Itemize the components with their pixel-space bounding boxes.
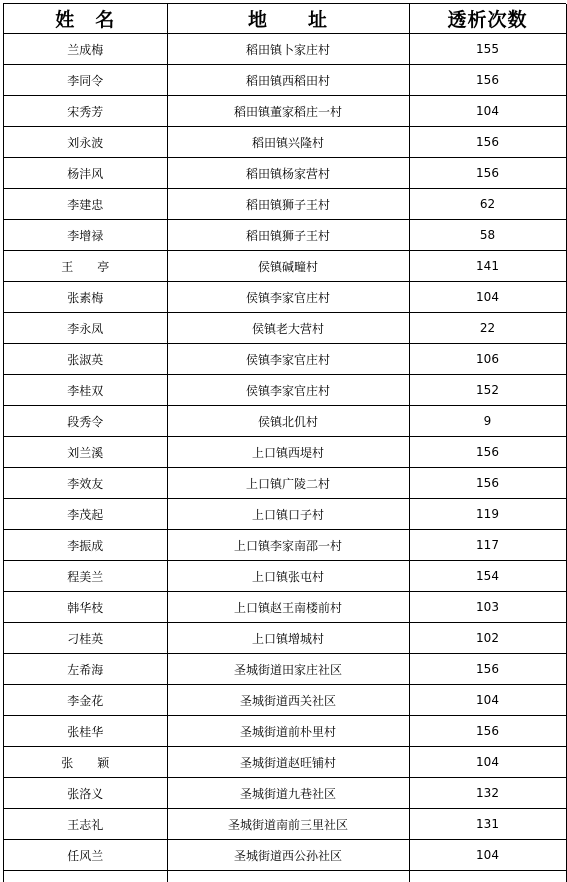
- cell-dialysis-count: 104: [409, 96, 566, 127]
- table-row: [4, 592, 566, 623]
- cell-name: 段秀令: [4, 406, 167, 437]
- table-row: [4, 840, 566, 871]
- cell-name: 张桂华: [4, 716, 167, 747]
- cell-address: 稻田镇狮子王村: [167, 189, 409, 220]
- cell-address: 稻田镇狮子王村: [167, 220, 409, 251]
- cell-address: 稻田镇兴隆村: [167, 127, 409, 158]
- cell-name: 刘兰溪: [4, 437, 167, 468]
- cell-name: 刁桂英: [4, 623, 167, 654]
- cell-name: 张 颖: [4, 747, 167, 778]
- cell-address: 侯镇碱疃村: [167, 251, 409, 282]
- header-address: 地 址: [167, 4, 409, 34]
- cell-name: 李茂起: [4, 499, 167, 530]
- cell-dialysis-count: 154: [409, 561, 566, 592]
- dialysis-table-sheet: [3, 3, 566, 882]
- table-row: [4, 654, 566, 685]
- cell-address: 上口镇口子村: [167, 499, 409, 530]
- table-row-cutoff: [4, 871, 566, 882]
- cell-address: 圣城街道西公孙社区: [167, 840, 409, 871]
- cell-name: 李桂双: [4, 375, 167, 406]
- cell-dialysis-count: 132: [409, 778, 566, 809]
- table-row: [4, 65, 566, 96]
- cell-address: 侯镇北仉村: [167, 406, 409, 437]
- table-row: [4, 344, 566, 375]
- cell-dialysis-count: 22: [409, 313, 566, 344]
- header-dialysis-count: 透析次数: [409, 4, 566, 34]
- cell-name: 李建忠: [4, 189, 167, 220]
- table-row: [4, 251, 566, 282]
- table-row: [4, 685, 566, 716]
- table-row: [4, 96, 566, 127]
- cell-dialysis-count: 62: [409, 189, 566, 220]
- cell-cutoff: [4, 871, 167, 882]
- cell-dialysis-count: 104: [409, 840, 566, 871]
- cell-address: 侯镇李家官庄村: [167, 375, 409, 406]
- cell-dialysis-count: 117: [409, 530, 566, 561]
- cell-address: 圣城街道西关社区: [167, 685, 409, 716]
- cell-dialysis-count: 156: [409, 468, 566, 499]
- cell-dialysis-count: 104: [409, 685, 566, 716]
- header-name: 姓 名: [4, 4, 167, 34]
- cell-cutoff: [167, 871, 409, 882]
- table-row: [4, 809, 566, 840]
- cell-name: 李增禄: [4, 220, 167, 251]
- cell-dialysis-count: 156: [409, 654, 566, 685]
- table-row: [4, 375, 566, 406]
- table-row: [4, 189, 566, 220]
- cell-dialysis-count: 104: [409, 747, 566, 778]
- cell-dialysis-count: 156: [409, 158, 566, 189]
- cell-address: 侯镇李家官庄村: [167, 344, 409, 375]
- cell-address: 上口镇赵王南楼前村: [167, 592, 409, 623]
- cell-name: 左希海: [4, 654, 167, 685]
- cell-cutoff: [409, 871, 566, 882]
- cell-address: 上口镇广陵二村: [167, 468, 409, 499]
- cell-name: 张素梅: [4, 282, 167, 313]
- cell-name: 张淑英: [4, 344, 167, 375]
- cell-dialysis-count: 102: [409, 623, 566, 654]
- table-row: [4, 499, 566, 530]
- table-header-row: [4, 4, 566, 34]
- cell-name: 刘永波: [4, 127, 167, 158]
- cell-name: 兰成梅: [4, 34, 167, 65]
- cell-name: 李同令: [4, 65, 167, 96]
- cell-address: 上口镇西堤村: [167, 437, 409, 468]
- cell-address: 圣城街道田家庄社区: [167, 654, 409, 685]
- cell-address: 侯镇李家官庄村: [167, 282, 409, 313]
- cell-dialysis-count: 152: [409, 375, 566, 406]
- cell-address: 圣城街道南前三里社区: [167, 809, 409, 840]
- cell-dialysis-count: 104: [409, 282, 566, 313]
- table-row: [4, 127, 566, 158]
- table-row: [4, 623, 566, 654]
- cell-dialysis-count: 156: [409, 65, 566, 96]
- cell-address: 侯镇老大营村: [167, 313, 409, 344]
- cell-name: 程美兰: [4, 561, 167, 592]
- cell-name: 宋秀芳: [4, 96, 167, 127]
- table-row: [4, 282, 566, 313]
- cell-dialysis-count: 156: [409, 127, 566, 158]
- cell-dialysis-count: 103: [409, 592, 566, 623]
- cell-name: 王 亭: [4, 251, 167, 282]
- table-row: [4, 158, 566, 189]
- cell-address: 圣城街道九巷社区: [167, 778, 409, 809]
- cell-dialysis-count: 58: [409, 220, 566, 251]
- table-row: [4, 561, 566, 592]
- cell-address: 稻田镇杨家营村: [167, 158, 409, 189]
- cell-dialysis-count: 156: [409, 437, 566, 468]
- dialysis-table: [4, 4, 567, 882]
- table-row: [4, 530, 566, 561]
- cell-address: 圣城街道赵旺铺村: [167, 747, 409, 778]
- cell-dialysis-count: 155: [409, 34, 566, 65]
- cell-dialysis-count: 156: [409, 716, 566, 747]
- table-row: [4, 437, 566, 468]
- cell-name: 王志礼: [4, 809, 167, 840]
- cell-address: 稻田镇卜家庄村: [167, 34, 409, 65]
- cell-dialysis-count: 141: [409, 251, 566, 282]
- table-row: [4, 406, 566, 437]
- cell-address: 上口镇张屯村: [167, 561, 409, 592]
- cell-name: 李金花: [4, 685, 167, 716]
- cell-address: 圣城街道前朴里村: [167, 716, 409, 747]
- cell-name: 任风兰: [4, 840, 167, 871]
- table-row: [4, 716, 566, 747]
- cell-name: 李永凤: [4, 313, 167, 344]
- cell-address: 上口镇增城村: [167, 623, 409, 654]
- table-row: [4, 313, 566, 344]
- table-row: [4, 220, 566, 251]
- cell-address: 上口镇李家南邵一村: [167, 530, 409, 561]
- table-row: [4, 778, 566, 809]
- cell-name: 韩华枝: [4, 592, 167, 623]
- cell-dialysis-count: 131: [409, 809, 566, 840]
- cell-address: 稻田镇董家稻庄一村: [167, 96, 409, 127]
- cell-name: 李振成: [4, 530, 167, 561]
- table-row: [4, 747, 566, 778]
- cell-dialysis-count: 106: [409, 344, 566, 375]
- table-row: [4, 468, 566, 499]
- cell-address: 稻田镇西稻田村: [167, 65, 409, 96]
- cell-dialysis-count: 119: [409, 499, 566, 530]
- cell-name: 李效友: [4, 468, 167, 499]
- cell-dialysis-count: 9: [409, 406, 566, 437]
- cell-name: 张洛义: [4, 778, 167, 809]
- table-row: [4, 34, 566, 65]
- cell-name: 杨沣风: [4, 158, 167, 189]
